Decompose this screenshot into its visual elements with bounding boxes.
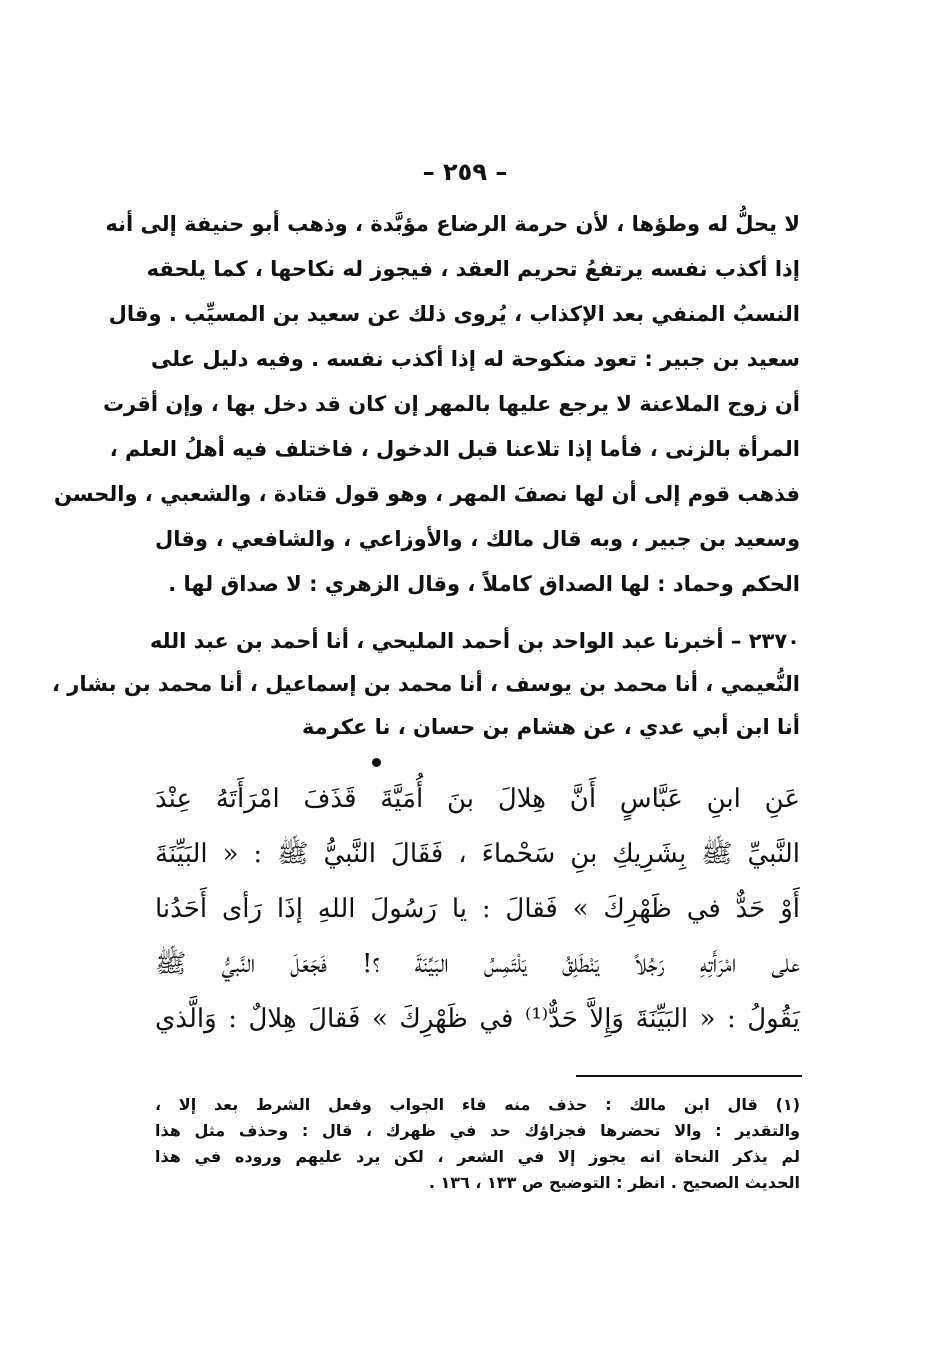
footnotes (155, 1092, 800, 1196)
text-line: فذهب قوم إلى أن لها نصفَ المهر ، وهو قول قتادة ، والشعبي ، والحسن (53, 482, 800, 506)
text-line: النَّبيِّ ﷺ بِشَرِيكِ بنِ سَحْماءَ ، فَقَالَ النَّبيُّ ﷺ : « البَيِّنَةَ (155, 839, 800, 869)
text-line: وسعيد بن جبير ، وبه قال مالك ، والأوزاعي ، والشافعي ، وقال (155, 527, 800, 551)
hadith-isnad (51, 620, 800, 749)
text-line: المرأة بالزنى ، فأما إذا تلاعنا قبل الدخول ، فاختلف فيه أهلُ العلم ، (109, 437, 800, 461)
footnote-line: الحديث الصحيح . انظر : التوضيح ص ١٣٣ ، ١٣٦ . (428, 1173, 800, 1192)
commentary-paragraph (53, 202, 800, 607)
page-number: – ٢٥٩ – (422, 158, 508, 186)
section-dot (372, 758, 381, 767)
text-line: الحكم وحماد : لها الصداق كاملاً ، وقال الزهري : لا صداق لها . (168, 572, 800, 596)
text-line: أَوْ حَدٌّ في ظَهْرِكَ » فَقالَ : يا رَسُولَ اللهِ إذَا رَأى أَحَدُنا (155, 894, 800, 924)
text-line: النسبُ المنفي بعد الإكذاب ، يُروى ذلك عن سعيد بن المسيِّب . وقال (108, 302, 800, 326)
text-line: على امْرَأَتِهِ رَجُلاً يَنْطَلِقُ يَلْتَمِسُ البَيِّنَةَ ؟! فَجَعَلَ النَّبيُّ ﷺ (155, 949, 800, 979)
text-line: لا يحلُّ له وطؤها ، لأن حرمة الرضاع مؤبَّدة ، وذهب أبو حنيفة إلى أنه (105, 212, 800, 236)
footnote-divider (576, 1075, 802, 1077)
hadith-matn (155, 772, 800, 1047)
footnote-line: (١) قال ابن مالك : حذف منه فاء الجواب وفعل الشرط بعد إلا ، (155, 1095, 800, 1114)
footnote-line: لم يذكر النحاة انه يجوز إلا في الشعر ، لكن يرد عليهم وروده في هذا (155, 1147, 800, 1166)
text-line: أنا ابن أبي عدي ، عن هشام بن حسان ، نا عكرمة (301, 715, 800, 739)
text-line: سعيد بن جبير : تعود منكوحة له إذا أكذب نفسه . وفيه دليل على (150, 347, 800, 371)
text-line: النُّعيمي ، أنا محمد بن يوسف ، أنا محمد بن إسماعيل ، أنا محمد بن بشار ، (51, 672, 800, 696)
text-line: إذا أكذب نفسه يرتفعُ تحريم العقد ، فيجوز له نكاحها ، كما يلحقه (146, 257, 800, 281)
text-line: أن زوج الملاعنة لا يرجع عليها بالمهر إن كان قد دخل بها ، وإن أقرت (102, 392, 800, 416)
text-line: يَقُولُ : « البَيِّنَةَ وَإِلاَّ حَدٌّ⁽¹⁾ في ظَهْرِكَ » فَقالَ هِلالٌ : وَالَّذي (155, 1004, 800, 1034)
text-line: عَنِ ابنِ عَبَّاسٍ أَنَّ هِلالَ بنَ أُمَيَّةَ قَذَفَ امْرَأَتَهُ عِنْدَ (155, 784, 800, 814)
text-line: ٢٣٧٠ – أخبرنا عبد الواحد بن أحمد المليحي ، أنا أحمد بن عبد الله (149, 629, 800, 653)
footnote-line: والتقدير : والا تحضرها فجزاؤك حد في ظهرك ، قال : وحذف مثل هذا (155, 1121, 800, 1140)
